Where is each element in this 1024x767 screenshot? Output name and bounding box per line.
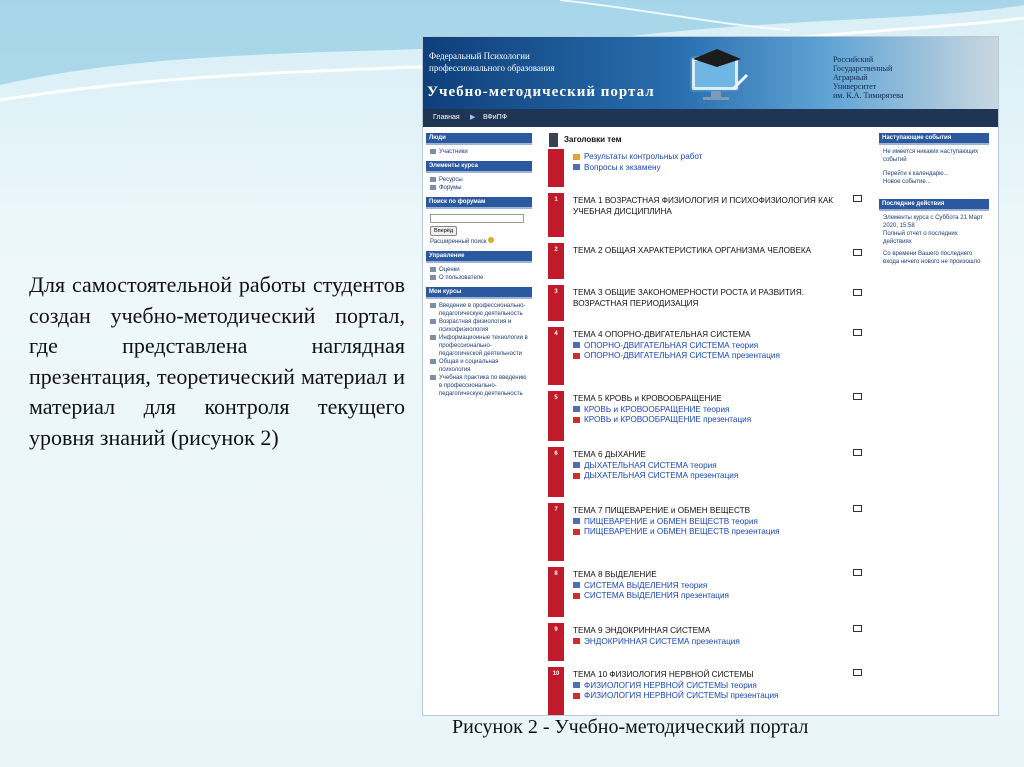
- recent-block-header: Последние действия: [879, 199, 989, 211]
- link-label: ПИЩЕВАРЕНИЕ и ОБМЕН ВЕЩЕСТВ теория: [584, 516, 758, 526]
- results-link[interactable]: [573, 152, 843, 163]
- topic-section: [548, 567, 848, 617]
- topic-title: ТЕМА 1 ВОЗРАСТНАЯ ФИЗИОЛОГИЯ И ПСИХОФИЗИОЛОГИЯ КАК УЧЕБНАЯ ДИСЦИПЛИНА: [573, 196, 834, 216]
- visibility-toggle-icon[interactable]: [853, 289, 862, 296]
- theory-link[interactable]: [573, 517, 843, 528]
- presentation-link[interactable]: [573, 691, 843, 702]
- topic-title: ТЕМА 10 ФИЗИОЛОГИЯ НЕРВНОЙ СИСТЕМЫ: [573, 670, 754, 679]
- visibility-toggle-icon[interactable]: [853, 569, 862, 576]
- section-strip: [548, 149, 564, 187]
- course-link[interactable]: [430, 358, 530, 374]
- topic-number: 10: [552, 671, 560, 677]
- presentation-icon: [573, 529, 580, 535]
- participants-link[interactable]: Участники: [439, 149, 468, 155]
- intro-section: [548, 149, 848, 187]
- course-icon: [430, 375, 436, 380]
- link-label: ФИЗИОЛОГИЯ НЕРВНОЙ СИСТЕМЫ теория: [584, 680, 757, 690]
- exam-questions-label: Вопросы к экзамену: [584, 162, 661, 172]
- course-link[interactable]: [430, 334, 530, 358]
- topic-section: [548, 285, 848, 321]
- monitor-graduation-cap-icon: [673, 45, 753, 103]
- users-icon: [430, 149, 436, 154]
- document-icon: [573, 682, 580, 688]
- resources-icon: [430, 177, 436, 182]
- course-link[interactable]: [430, 302, 530, 318]
- visibility-toggle-icon[interactable]: [853, 669, 862, 676]
- course-link[interactable]: [430, 374, 530, 398]
- full-report-link[interactable]: Полный отчет о последних действиях: [883, 231, 958, 245]
- topic-number: 3: [554, 289, 558, 295]
- recent-block: [879, 211, 989, 271]
- link-label: ДЫХАТЕЛЬНАЯ СИСТЕМА презентация: [584, 471, 739, 480]
- document-icon: [573, 518, 580, 524]
- presentation-link[interactable]: [573, 527, 843, 538]
- elements-block-header: Элементы курса: [426, 161, 532, 173]
- theory-link[interactable]: [573, 681, 843, 692]
- no-events-text: Не имеется никаких наступающих событий: [883, 149, 979, 163]
- topic-body: [573, 330, 843, 362]
- intro-links: [573, 152, 843, 173]
- presentation-icon: [573, 693, 580, 699]
- link-label: ПИЩЕВАРЕНИЕ и ОБМЕН ВЕЩЕСТВ презентация: [584, 527, 780, 536]
- people-block-header: Люди: [426, 133, 532, 145]
- theory-link[interactable]: [573, 581, 843, 592]
- topic-section: [548, 243, 848, 279]
- search-go-button[interactable]: Вперёд: [430, 226, 457, 236]
- user-icon: [430, 275, 436, 280]
- right-sidebar: [879, 133, 989, 271]
- course-icon: [430, 319, 436, 324]
- topic-body: [573, 196, 843, 217]
- topic-section: [548, 193, 848, 237]
- visibility-toggle-icon[interactable]: [853, 329, 862, 336]
- breadcrumb-home[interactable]: Главная: [433, 114, 460, 121]
- document-icon: [573, 462, 580, 468]
- topic-section: [548, 447, 848, 497]
- theory-link[interactable]: [573, 405, 843, 416]
- presentation-link[interactable]: [573, 591, 843, 602]
- resources-link[interactable]: Ресурсы: [439, 177, 463, 183]
- link-label: СИСТЕМА ВЫДЕЛЕНИЯ теория: [584, 580, 708, 590]
- people-block: [426, 145, 532, 161]
- topic-title: ТЕМА 2 ОБЩАЯ ХАРАКТЕРИСТИКА ОРГАНИЗМА ЧЕЛОВЕКА: [573, 246, 812, 255]
- presentation-icon: [573, 417, 580, 423]
- theory-link[interactable]: [573, 341, 843, 352]
- link-label: КРОВЬ и КРОВООБРАЩЕНИЕ теория: [584, 404, 730, 414]
- events-block-header: Наступающие события: [879, 133, 989, 145]
- visibility-toggle-icon[interactable]: [853, 195, 862, 202]
- course-label: Информационные технологии в профессионально-педагогической деятельности: [439, 335, 528, 357]
- uni-line-1: Российский: [833, 55, 874, 64]
- exam-questions-link[interactable]: [573, 163, 843, 174]
- topic-body: [573, 626, 843, 647]
- grades-link[interactable]: Оценки: [439, 267, 460, 273]
- presentation-link[interactable]: [573, 415, 843, 426]
- forums-icon: [430, 185, 436, 190]
- visibility-toggle-icon[interactable]: [853, 505, 862, 512]
- topic-section: [548, 327, 848, 385]
- presentation-icon: [573, 353, 580, 359]
- topic-body: [573, 288, 843, 309]
- topic-number: 1: [554, 197, 558, 203]
- uni-line-4: Университет: [833, 82, 877, 91]
- link-label: ФИЗИОЛОГИЯ НЕРВНОЙ СИСТЕМЫ презентация: [584, 691, 779, 700]
- results-label: Результаты контрольных работ: [584, 152, 703, 161]
- calendar-link[interactable]: Перейти к календарю...: [883, 171, 949, 177]
- link-label: СИСТЕМА ВЫДЕЛЕНИЯ презентация: [584, 591, 729, 600]
- document-icon: [573, 406, 580, 412]
- link-label: КРОВЬ и КРОВООБРАЩЕНИЕ презентация: [584, 415, 752, 424]
- figure-caption: Рисунок 2 - Учебно-методический портал: [452, 716, 809, 738]
- course-label: Учебная практика по введению в профессионально-педагогическую деятельность: [439, 375, 527, 397]
- presentation-icon: [573, 593, 580, 599]
- course-link[interactable]: [430, 318, 530, 334]
- topic-number: 9: [554, 627, 558, 633]
- topic-section: [548, 623, 848, 661]
- search-block: [426, 209, 532, 251]
- left-sidebar: [426, 133, 532, 403]
- link-label: ОПОРНО-ДВИГАТЕЛЬНАЯ СИСТЕМА теория: [584, 340, 759, 350]
- topic-body: [573, 246, 843, 257]
- topic-title: ТЕМА 6 ДЫХАНИЕ: [573, 450, 646, 459]
- topic-body: [573, 394, 843, 426]
- manage-block: [426, 263, 532, 287]
- presentation-link[interactable]: [573, 471, 843, 482]
- presentation-icon: [573, 473, 580, 479]
- pen-icon: [573, 154, 580, 160]
- topic-body: [573, 670, 843, 702]
- breadcrumb: [423, 109, 998, 127]
- breadcrumb-arrow-icon: ▶: [470, 114, 476, 121]
- link-label: ОПОРНО-ДВИГАТЕЛЬНАЯ СИСТЕМА презентация: [584, 351, 780, 360]
- breadcrumb-section[interactable]: ВФиПФ: [483, 114, 508, 121]
- course-label: Возрастная физиология и психофизиология: [439, 319, 512, 333]
- university-name: [833, 55, 903, 100]
- topic-title: ТЕМА 3 ОБЩИЕ ЗАКОНОМЕРНОСТИ РОСТА И РАЗВИТИЯ. ВОЗРАСТНАЯ ПЕРИОДИЗАЦИЯ: [573, 288, 805, 308]
- course-label: Введение в профессионально-педагогическую деятельность: [439, 303, 526, 317]
- topic-section: [548, 391, 848, 441]
- topic-number: 6: [554, 451, 558, 457]
- course-icon: [430, 303, 436, 308]
- theory-link[interactable]: [573, 461, 843, 472]
- topic-number: 5: [554, 395, 558, 401]
- recent-since-text: Элементы курса с Суббота 21 Март 2020, 15:58: [883, 215, 983, 229]
- topic-title: ТЕМА 8 ВЫДЕЛЕНИЕ: [573, 570, 657, 579]
- courses-block: [426, 299, 532, 403]
- presentation-link[interactable]: [573, 351, 843, 362]
- banner-title: Учебно-методический портал: [427, 84, 655, 100]
- slide-body-text: Для самостоятельной работы студентов создан учебно-методический портал, где представлена наглядная презентация, теоретический материал и материал для контроля текущего уровня знаний (рисунок 2): [29, 272, 405, 450]
- topic-title: ТЕМА 4 ОПОРНО-ДВИГАТЕЛЬНАЯ СИСТЕМА: [573, 330, 751, 339]
- help-icon[interactable]: [488, 237, 494, 243]
- topic-title: ТЕМА 9 ЭНДОКРИННАЯ СИСТЕМА: [573, 626, 711, 635]
- uni-line-3: Аграрный: [833, 73, 868, 82]
- visibility-toggle-icon[interactable]: [853, 625, 862, 632]
- manage-block-header: Управление: [426, 251, 532, 263]
- search-block-header: Поиск по форумам: [426, 197, 532, 209]
- visibility-toggle-icon[interactable]: [853, 249, 862, 256]
- forums-link[interactable]: Форумы: [439, 185, 462, 191]
- course-label: Общая и социальная психология: [439, 359, 499, 373]
- forum-search-input[interactable]: [430, 214, 524, 223]
- presentation-link[interactable]: [573, 637, 843, 648]
- visibility-toggle-icon[interactable]: [853, 393, 862, 400]
- topic-title: ТЕМА 5 КРОВЬ и КРОВООБРАЩЕНИЕ: [573, 394, 722, 403]
- portal-screenshot: [422, 36, 999, 716]
- nothing-new-text: Со времени Вашего последнего входа ничего нового не произошло: [883, 251, 981, 265]
- grades-icon: [430, 267, 436, 272]
- portal-banner: [423, 37, 998, 109]
- topics-column: [548, 133, 848, 700]
- topic-title: ТЕМА 7 ПИЩЕВАРЕНИЕ и ОБМЕН ВЕЩЕСТВ: [573, 506, 751, 515]
- document-icon: [573, 582, 580, 588]
- topic-body: [573, 570, 843, 602]
- new-event-link[interactable]: Новое событие...: [883, 179, 931, 185]
- link-label: ЭНДОКРИННАЯ СИСТЕМА презентация: [584, 636, 740, 646]
- elements-block: [426, 173, 532, 197]
- topic-number: 7: [554, 507, 558, 513]
- topic-number: 4: [554, 331, 558, 337]
- presentation-icon: [573, 638, 580, 644]
- document-icon: [573, 342, 580, 348]
- topic-body: [573, 450, 843, 482]
- banner-line-2: профессионального образования: [429, 63, 555, 73]
- course-icon: [430, 359, 436, 364]
- document-icon: [573, 164, 580, 170]
- topic-body: [573, 506, 843, 538]
- link-label: ДЫХАТЕЛЬНАЯ СИСТЕМА теория: [584, 460, 717, 470]
- events-block: [879, 145, 989, 191]
- topic-number: 2: [554, 247, 558, 253]
- visibility-toggle-icon[interactable]: [853, 449, 862, 456]
- uni-line-2: Государственный: [833, 64, 893, 73]
- topic-section: [548, 667, 848, 716]
- topic-number: 8: [554, 571, 558, 577]
- uni-line-5: им. К.А. Тимирязева: [833, 91, 904, 100]
- banner-line-1: Федеральный Психологии: [429, 51, 530, 61]
- topics-heading: Заголовки тем: [548, 133, 848, 147]
- courses-block-header: Мои курсы: [426, 287, 532, 299]
- advanced-search-link[interactable]: Расширенный поиск: [430, 239, 487, 245]
- about-user-link[interactable]: О пользователе: [439, 275, 484, 281]
- topic-section: [548, 503, 848, 561]
- course-icon: [430, 335, 436, 340]
